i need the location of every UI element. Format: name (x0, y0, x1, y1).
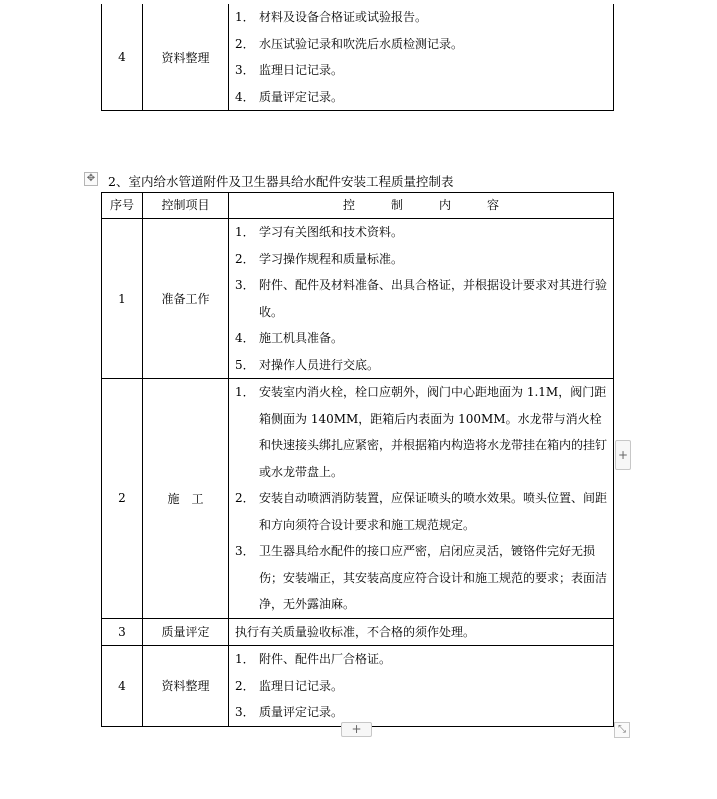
list-item: 3． 附件、配件及材料准备、出具合格证，并根据设计要求对其进行验收。 (235, 278, 608, 319)
table-row (102, 4, 614, 111)
list-item: 5． 对操作人员进行交底。 (235, 357, 380, 372)
list-item: 1． 学习有关图纸和技术资料。 (235, 225, 404, 239)
list-item: 3． 监理日记记录。 (235, 63, 344, 77)
row-number: 1 (102, 219, 143, 379)
table-move-handle-icon[interactable]: ✥ (84, 172, 98, 186)
control-content (229, 379, 614, 619)
list-item: 1． 安装室内消火栓，栓口应朝外，阀门中心距地面为 1.1M，阀门距箱侧面为 140MM，距箱后内表面为 100MM。水龙带与消火栓和快速接头绑扎应紧密，并根据箱内构造将水龙带挂在箱内的挂钉或水龙带盘上。 (235, 385, 608, 479)
row-number: 3 (102, 618, 143, 646)
control-content (229, 219, 614, 379)
list-item: 1． 附件、配件出厂合格证。 (235, 652, 392, 666)
control-content (229, 4, 614, 111)
list-item: 2． 监理日记记录。 (235, 678, 344, 693)
add-column-button[interactable]: + (615, 440, 631, 470)
table-row (102, 379, 614, 619)
header-content: 控 制 内 容 (229, 193, 614, 219)
row-number: 2 (102, 379, 143, 619)
list-item: 2． 学习操作规程和质量标准。 (235, 251, 404, 266)
control-content (229, 618, 614, 646)
table-quality-control (101, 192, 614, 727)
control-item: 质量评定 (143, 618, 229, 646)
add-row-button[interactable]: + (341, 722, 372, 737)
table-row (102, 618, 614, 646)
control-item: 资料整理 (143, 646, 229, 727)
row-number: 4 (102, 4, 143, 111)
table-quality-control-continued (101, 4, 614, 111)
content-text: 执行有关质量验收标准，不合格的须作处理。 (235, 624, 476, 639)
list-item: 3． 卫生器具给水配件的接口应严密，启闭应灵活，镀铬件完好无损伤；安装端正，其安装高度应符合设计和施工规范的要求；表面洁净，无外露油麻。 (235, 544, 608, 611)
row-number: 4 (102, 646, 143, 727)
table-header-row (102, 193, 614, 219)
list-item: 2． 安装自动喷洒消防装置，应保证喷头的喷水效果。喷头位置、间距和方向须符合设计要求和施工规范规定。 (235, 491, 608, 532)
list-item: 4． 施工机具准备。 (235, 331, 344, 345)
control-item: 准备工作 (143, 219, 229, 379)
header-item: 控制项目 (143, 193, 229, 219)
control-item: 资料整理 (143, 4, 229, 111)
control-item: 施 工 (143, 379, 229, 619)
control-content (229, 646, 614, 727)
table-row (102, 219, 614, 379)
list-item: 3． 质量评定记录。 (235, 705, 344, 719)
list-item: 4． 质量评定记录。 (235, 89, 344, 104)
header-no: 序号 (102, 193, 143, 219)
list-item: 2． 水压试验记录和吹洗后水质检测记录。 (235, 36, 464, 51)
section-title: 2、室内给水管道附件及卫生器具给水配件安装工程质量控制表 (108, 174, 454, 189)
table-resize-handle-icon[interactable]: ⤡ (614, 722, 630, 738)
list-item: 1． 材料及设备合格证或试验报告。 (235, 10, 428, 24)
table-row (102, 646, 614, 727)
